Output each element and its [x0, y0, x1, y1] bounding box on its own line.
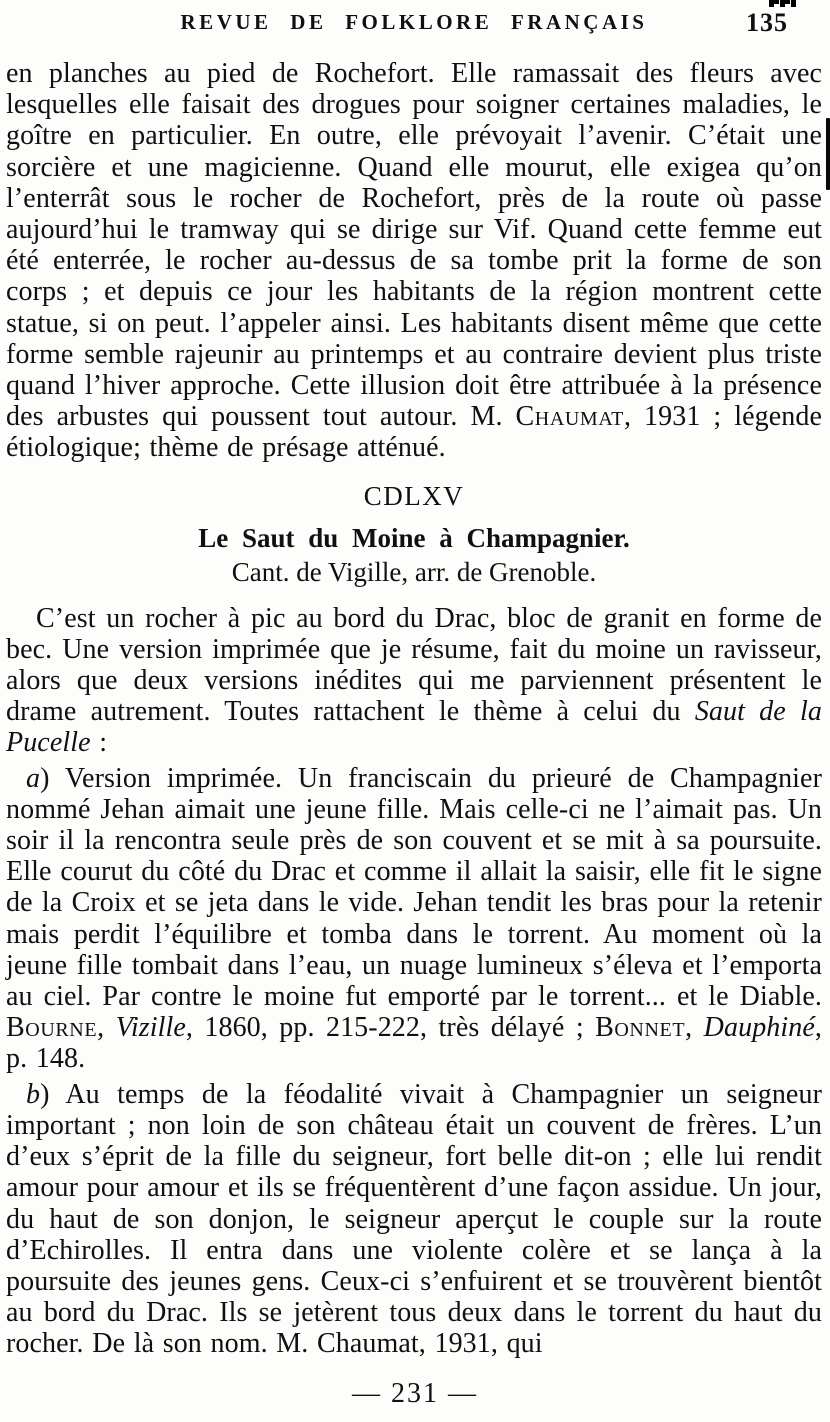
smallcaps-name: Chaumat	[515, 401, 624, 433]
body-text: , 1931 ; légende étiologique; thème de présage atténué.	[6, 401, 822, 464]
page-footer	[0, 1378, 830, 1410]
section-title: Le Saut du Moine à Champagnier.	[198, 522, 630, 553]
italic-text: Dauphiné	[703, 1012, 815, 1044]
italic-text: Saut de la Pucelle	[6, 696, 822, 759]
smallcaps-name: Bonnet	[595, 1012, 686, 1044]
paragraph-intro	[6, 603, 822, 759]
body-text: ,	[97, 1012, 116, 1044]
ink-blot-artifact	[769, 0, 774, 7]
section-heading	[6, 481, 822, 588]
italic-text: a	[26, 762, 41, 794]
body-text: ) Au temps de la féodalité vivait à Champagnier un seigneur important ; non loin de son château était un couvent de frères. L’un d’eux s’éprit de la fille du seigneur, fort belle dit-on ; elle lui rendit amour pour amour et ils se fréquentèrent d’une façon assidue. Un jour, du haut de son donjon, le seigneur aperçut le couple sur la route d’Echirolles. Il entra dans une violente colère et se lança à la poursuite des jeunes gens. Ceux-ci s’enfuirent et se trouvèrent bientôt au bord du Drac. Ils se jetèrent tous deux dans le torrent du haut du rocher. De là son nom. M. Chaumat, 1931, qui	[6, 1078, 822, 1360]
smallcaps-name: Bourne	[6, 1012, 98, 1044]
body-text: ) Version imprimée. Un franciscain du prieuré de Champagnier nommé Jehan aimait une jeune fille. Mais celle-ci ne l’aimait pas. Un soir il la rencontra seule près de son couvent et se mit à sa poursuite. Elle courut du côté du Drac et comme il allait la saisir, elle fit le signe de la Croix et se jeta dans le vide. Jehan tendit les bras pour la retenir mais perdit l’équilibre et tomba dans le torrent. Au moment où la jeune fille tombait dans l’eau, un nuage lumineux s’éleva et l’emporta au ciel. Par contre le moine fut emporté par le torrent... et le Diable.	[6, 762, 822, 1013]
body-text: , p. 148.	[6, 1012, 823, 1075]
body-text: , 1860, pp. 215-222, très délayé ;	[185, 1012, 596, 1044]
body-text: en planches au pied de Rochefort. Elle ramassait des fleurs avec lesquelles elle faisait des drogues pour soigner certaines maladies, le goître en particulier. En outre, elle prévoyait l’avenir. C’était une sorcière et une magicienne. Quand elle mourut, elle exigea qu’on l’enterrât sous le rocher de Rochefort, près de la route où passe aujourd’hui le tramway qui se dirige sur Vif. Quand cette femme eut été enterrée, le rocher au-dessus de sa tombe prit la forme de son corps ; et depuis ce jour les habitants de la région montrent cette statue, si on peut. l’appeler ainsi. Les habitants disent même que cette forme semble rajeunir au printemps et au contraire devient plus triste quand l’hiver approche. Cette illusion doit être attribuée à la présence des arbustes qui poussent tout autour. M.	[6, 58, 822, 433]
scan-edge-artifact	[826, 118, 830, 190]
paragraph-version-b	[6, 1079, 822, 1360]
body-text: :	[90, 727, 108, 759]
paragraph-version-a	[6, 763, 822, 1075]
body-text: C’est un rocher à pic au bord du Drac, bloc de granit en forme de bec. Une version imprimée que je résume, fait du moine un ravisseur, alors que deux versions inédites qui me parviennent présentent le drame autrement. Toutes rattachent le thème à celui du	[6, 602, 822, 728]
page-header	[6, 10, 822, 42]
section-number: CDLXV	[363, 480, 465, 511]
footer-page-number: — 231 —	[352, 1378, 478, 1409]
journal-title: REVUE DE FOLKLORE FRANÇAIS	[180, 10, 648, 34]
paragraph-continuation	[6, 58, 822, 464]
header-page-number: 135	[746, 8, 788, 37]
italic-text: b	[26, 1078, 41, 1110]
italic-text: Vizille	[115, 1012, 186, 1044]
body-text: ,	[685, 1012, 704, 1044]
section-subtitle: Cant. de Vigille, arr. de Grenoble.	[231, 556, 597, 587]
